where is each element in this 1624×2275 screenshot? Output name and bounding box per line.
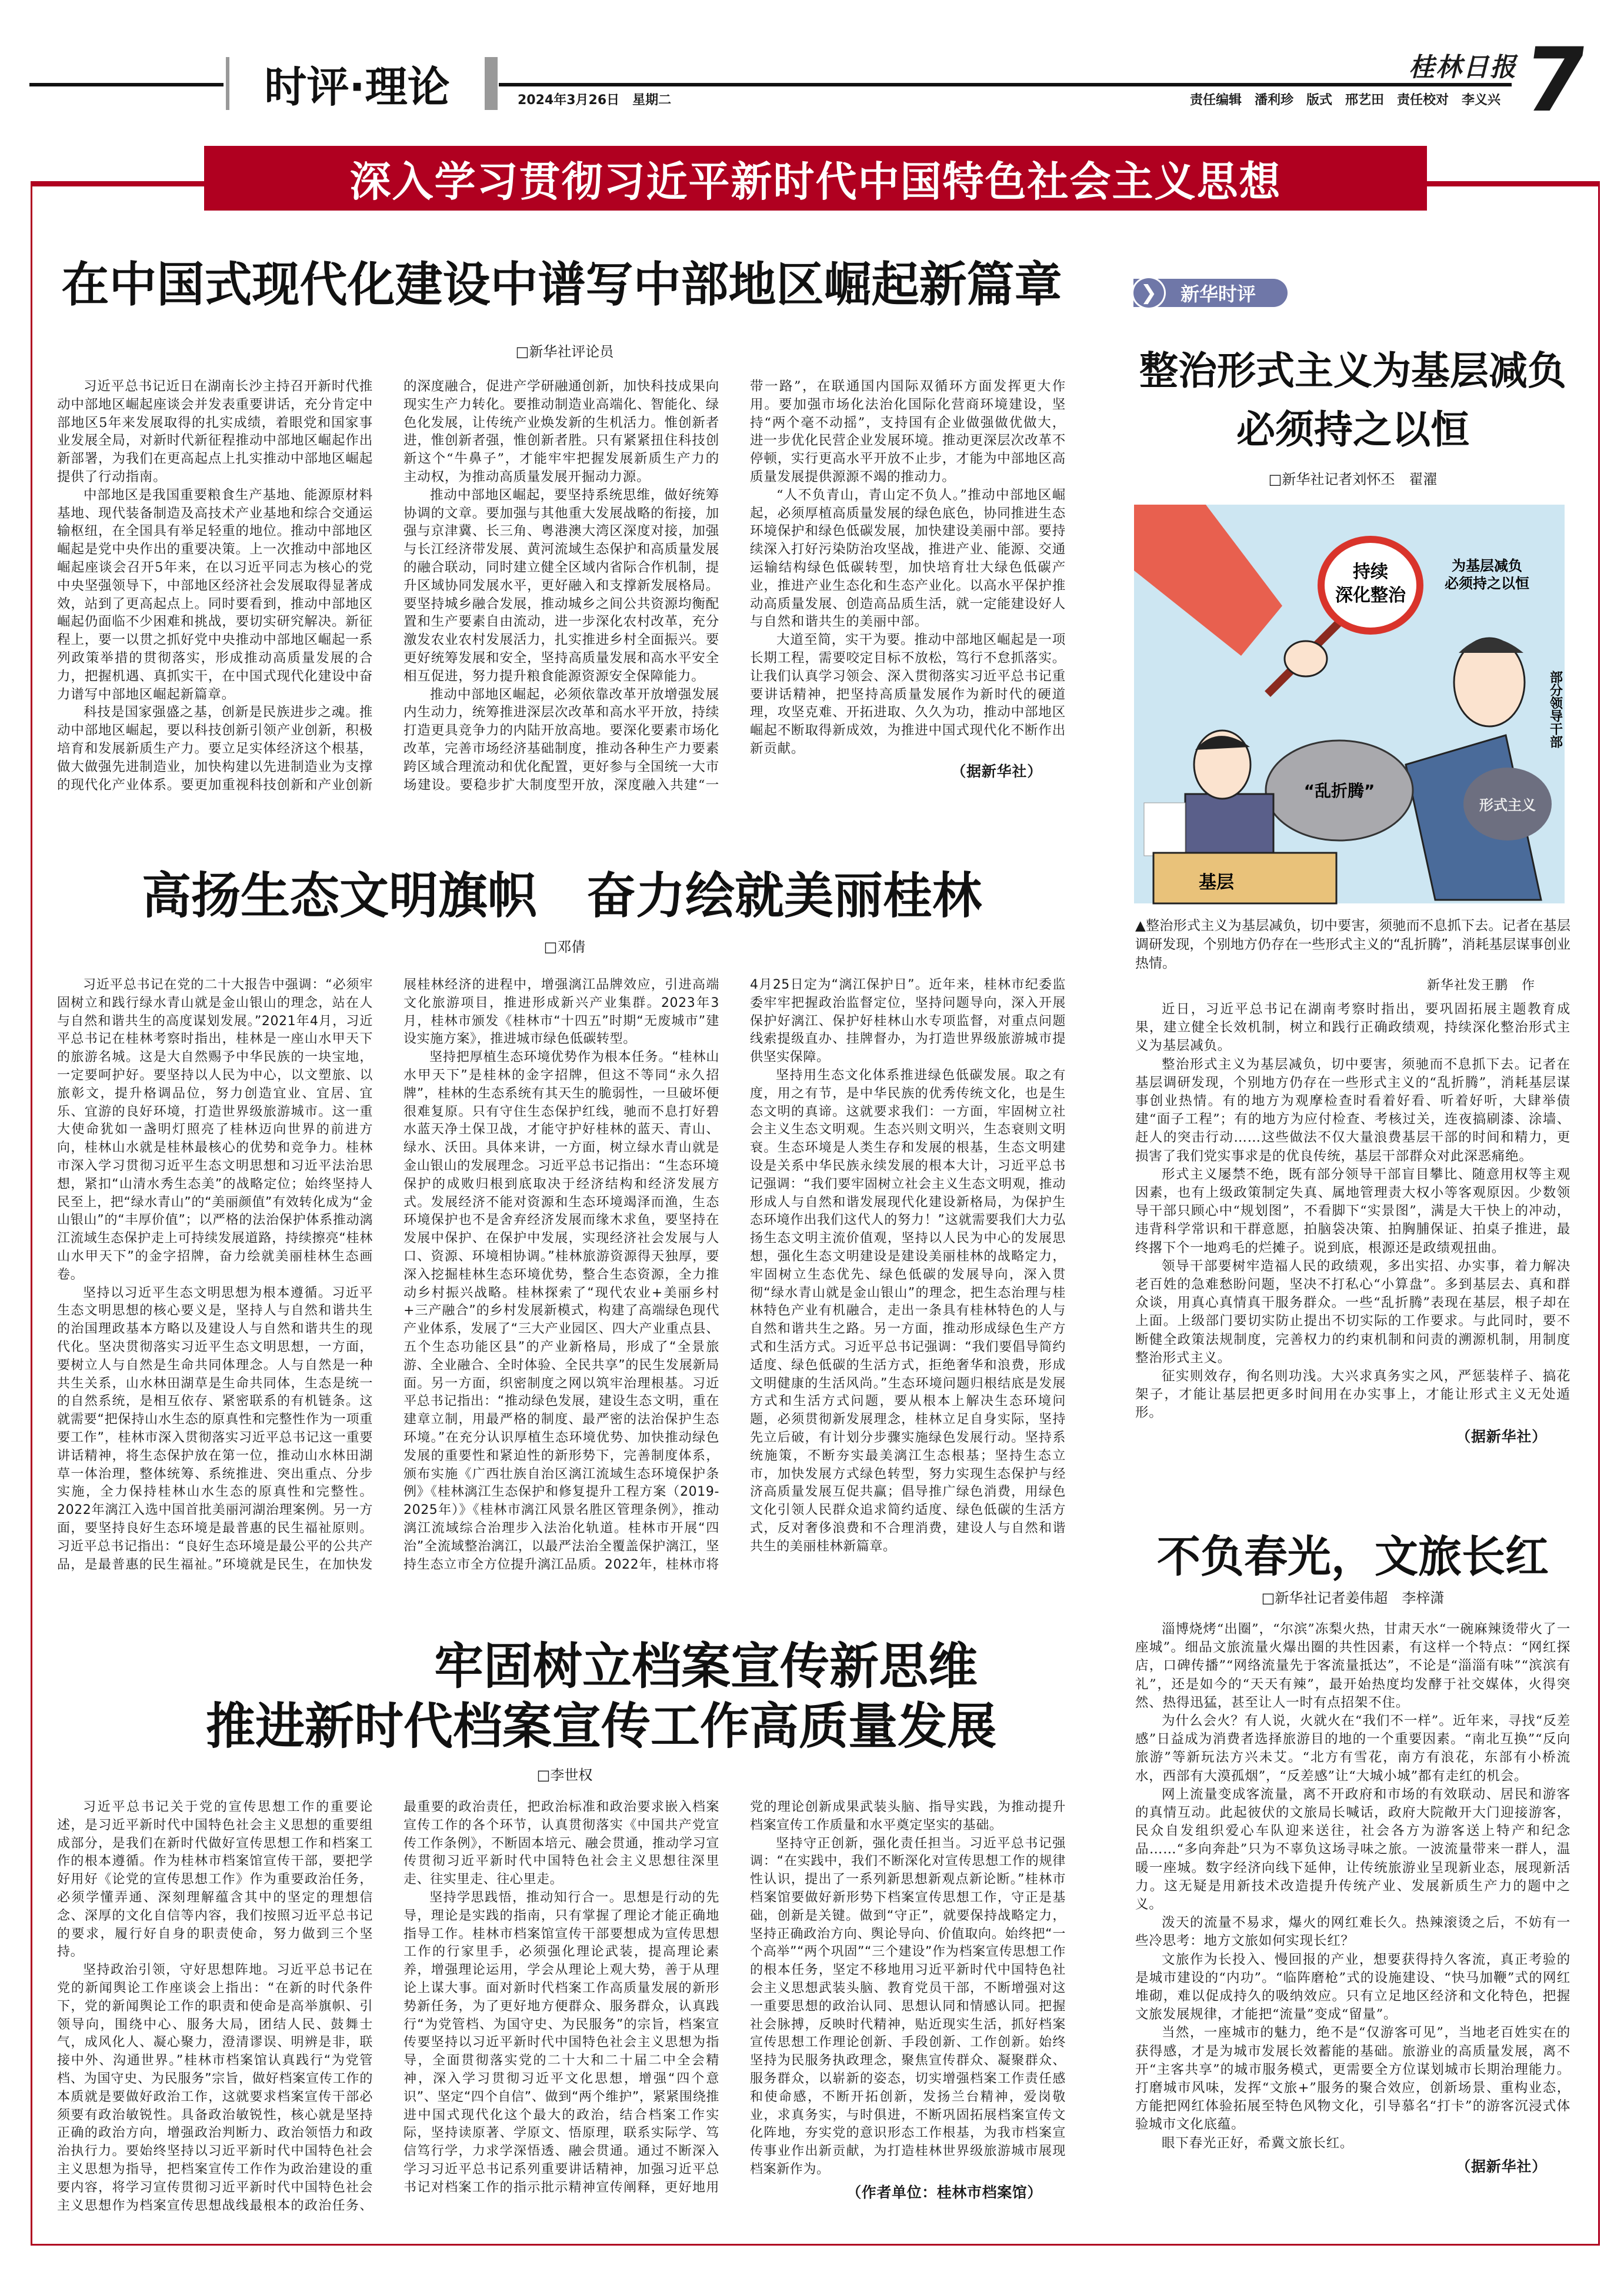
paragraph: 坚持把厚植生态环境优势作为根本任务。“桂林山水甲天下”是桂林的金字招牌，但这不等同“永久招牌”，桂林的生态系统有其天生的脆弱性，一旦破坏便很难复原。只有守住生态保护红线，驰而不息打好碧水蓝天净土保卫战，才能守护好桂林的蓝天、青山、绿水、沃田。具体来讲，一方面，树立绿水青山就是金山银山的发展理念。习近平总书记指出：“生态环境保护的成败归根到底取决于经济结构和经济发展方式。发展经济不能对资源和生态环境竭泽而渔，生态环境保护也不是舍弃经济发展而缘木求鱼，要坚持在发展中保护、在保护中发展，实现经济社会发展与人口、资源、环境相协调。”桂林旅游资源得天独厚，要深入挖掘桂林生态环境优势，整合生态资源，全力推动乡村振兴战略。桂林探索了“现代农业+美丽乡村+三产融合”的乡村发展新模式，构建了高端绿色现代产业体系，发展了“三大产业园区、四大产业重点县、五个生态功能区县”的产业新格局，形成了“全景旅游、全业融合、全时体验、全民共享”的民生发展新局面。另一方面，织密制度之网以筑牢治理根基。习近平总书记指出：“推动绿色发展，建设生态文明，重在建章立制，用最严格的制度、最严密的法治保护生态环境。”在充分认识厚植生态环境优势、加快推动绿色发展的重要性和紧迫性的新形势下，完善制度体系，颁布实施《广西壮族自治区漓江流域生态环境保护条例》《桂林漓江生态保护和修复提升工程方案（2019-2025年）》《桂林市漓江风景名胜区管理条例》，推动漓江流域综合治理步入法治化轨道。桂林市开展“四治”全流域整治漓江，以最严法治全覆盖保护漓江，坚持生态立市全方位提升漓江品质。2022年，桂林市将4月25日定为“漓江保护日”。近年来，桂林市纪委监委牢牢把握政治监督定位，坚持问题导向，深入开展保护好漓江、保护好桂林山水专项监督，对重点问题线索提级直办、挂牌督办，为打造世界级旅游城市提供坚实保障。: [404, 978, 1066, 1572]
right2-headline[interactable]: 不负春光，文旅长红: [1157, 1532, 1549, 1582]
right1-headline-line2[interactable]: 必须持之以恒: [1236, 406, 1469, 452]
editorial-cartoon: [1129, 488, 1600, 912]
cartoon-sign-text-2: 深化整治: [1335, 585, 1406, 606]
paragraph: 整治形式主义为基层减负，切中要害，须驰而不息抓下去。记者在基层调研发现，个别地方仍存在一些形式主义的“乱折腾”，消耗基层谋事创业热情。有的地方为观摩检查时看着好看、听着好听，大肆举债建“面子工程”；有的地方为应付检查、考核过关，连夜搞刷漆、涂墙、赶人的突击行动……这些做法不仅大量浪费基层干部的时间和精力，更损害了我们党实事求是的优良传统，基层干部群众对此深恶痛绝。: [1135, 1056, 1570, 1164]
cartoon-cloud-label: 形式主义: [1479, 797, 1536, 813]
paragraph: 习近平总书记近日在湖南长沙主持召开新时代推动中部地区崛起座谈会并发表重要讲话，充分肯定中部地区5年来发展取得的扎实成绩，着眼党和国家事业发展全局，对新时代新征程推动中部地区崛起作出新部署，为我们在更高起点上扎实推动中部地区崛起提供了行动指南。: [57, 379, 373, 485]
right2-body: [1135, 1620, 1570, 2176]
paragraph: 征实则效存，徇名则功浅。大兴求真务实之风，严惩装样子、搞花架子，才能让基层把更多时间用在办实事上，才能让形式主义无处遁形。: [1135, 1369, 1570, 1421]
cartoon-slogan-1: 为基层减负: [1452, 558, 1522, 574]
section-title: 时评·理论: [226, 57, 498, 110]
right2-source: （据新华社）: [1456, 2157, 1547, 2175]
paragraph: 眼下春光正好，希冀文旅长红。: [1162, 2135, 1354, 2151]
header-rule: [499, 83, 1512, 86]
paragraph: 坚持政治引领，守好思想阵地。习近平总书记在党的新闻舆论工作座谈会上指出：“在新的时代条件下，党的新闻舆论工作的职责和使命是高举旗帜、引领导向，围绕中心、服务大局，团结人民、鼓舞士气，成风化人、凝心聚力，澄清谬误、明辨是非，联接中外、沟通世界。”桂林市档案馆认真践行“为党管档、为国守史、为民服务”宗旨，做好档案宣传工作的本质就是要做好政治工作，这就要求档案宣传干部必须要有政治敏锐性。具备政治敏锐性，核心就是坚持正确的政治方向，增强政治判断力、政治领悟力和政治执行力。要始终坚持以习近平新时代中国特色社会主义思想为指导，把档案宣传工作作为政治建设的重要内容，将学习宣传贯彻习近平新时代中国特色社会主义思想作为档案宣传思想战线最根本的政治任务、最重要的政治责任，把政治标准和政治要求嵌入档案宣传工作的各个环节，认真贯彻落实《中国共产党宣传工作条例》，不断固本培元、融会贯通，推动学习宣传贯彻习近平新时代中国特色社会主义思想往深里走、往实里走、往心里走。: [57, 1800, 719, 2213]
chevron-right-icon: ❯: [1132, 276, 1166, 309]
article3-body: [57, 1799, 1066, 2215]
cartoon-caption-block: [1135, 916, 1570, 1446]
paragraph: 当然，一座城市的魅力，绝不是“仅游客可见”，当地老百姓实在的获得感，才是为城市发展长效蓄能的基础。旅游业的高质量发展，离不开“主客共享”的城市服务模式，更需要全方位谋划城市长期治理能力。打磨城市风味，发挥“文旅+”服务的聚合效应，创新场景、重构业态，方能把网红体验拓展至特色风物文化，引导慕名“打卡”的游客沉浸式体验城市文化底蕴。: [1135, 2025, 1570, 2133]
paragraph: 泼天的流量不易求，爆火的网红难长久。热辣滚烫之后，不妨有一些冷思考：地方文旅如何实现长红？: [1135, 1915, 1570, 1949]
paragraph: 领导干部要树牢造福人民的政绩观，多出实招、办实事，着力解决老百姓的急难愁盼问题，坚决不打私心“小算盘”。多到基层去、真和群众谈，用真心真情真干服务群众。一些“乱折腾”表现在基层，根子却在上面。上级部门要切实防止提出不切实际的工作要求。与此同时，要不断健全政策法规制度，完善权力的约束机制和问责的溯源机制，用制度整治形式主义。: [1135, 1258, 1570, 1366]
cartoon-worker-body: [1185, 794, 1273, 859]
cartoon-sign-text-1: 持续: [1353, 562, 1388, 582]
article3-source: （作者单位：桂林市档案馆）: [846, 2183, 1042, 2201]
right1-byline: □新华社记者刘怀丕 翟濯: [1268, 471, 1438, 488]
paragraph: 形式主义屡禁不绝，既有部分领导干部盲目攀比、随意用权等主观因素，也有上级政策制定失真、属地管理责大权小等客观原因。少数领导干部只顾心中“规划图”，不看脚下“实景图”，满是大干快上的冲动，违背科学常识和干群意愿，拍脑袋决策、拍胸脯保证、拍桌子推进，最终撂下个一地鸡毛的烂摊子。说到底，根源还是政绩观扭曲。: [1135, 1166, 1570, 1256]
article2-body: [57, 976, 1066, 1574]
cartoon-desk: [1153, 853, 1336, 903]
article1-headline[interactable]: 在中国式现代化建设中谱写中部地区崛起新篇章: [61, 257, 1062, 313]
paragraph: “人不负青山，青山定不负人。”推动中部地区崛起，必须厚植高质量发展的绿色底色，协同推进生态环境保护和绿色低碳发展，加快建设美丽中部。要持续深入打好污染防治攻坚战，推进产业、能源、交通运输结构绿色低碳转型，加快培育壮大绿色低碳产业，推进产业生态化和生态产业化。以高水平保护推动高质量发展、创造高品质生活，就一定能建设好人与自然和谐共生的美丽中部。: [750, 487, 1066, 630]
article3-headline-line2[interactable]: 推进新时代档案宣传工作高质量发展: [206, 1697, 997, 1755]
paragraph: 坚持学思践悟，推动知行合一。思想是行动的先导，理论是实践的指南，只有掌握了理论才能正确地指导工作。桂林市档案馆宣传干部要想成为宣传思想工作的行家里手，必须强化理论武装，提高理论素养，增强理论运用，学会从理论上观大势，善于从理论上谋大事。面对新时代档案工作高质量发展的新形势新任务，为了更好地方便群众、服务群众，认真践行“为党管档、为国守史、为民服务”的宗旨，档案宣传要坚持以习近平新时代中国特色社会主义思想为指导，全面贯彻落实党的二十大和二十届二中全会精神，深入学习贯彻习近平文化思想，增强“四个意识”、坚定“四个自信”、做到“两个维护”，紧紧围绕推进中国式现代化这个最大的政治，结合档案工作实际，坚持读原著、学原文、悟原理，联系实际学、笃信笃行学，力求学深悟透、融会贯通。通过不断深入学习习近平总书记系列重要讲话精神，加强习近平总书记对档案工作的指示批示精神宣传阐释，更好地用党的理论创新成果武装头脑、指导实践，为推动提升档案宣传工作质量和水平奠定坚实的基础。: [404, 1800, 1066, 2195]
paragraph: 习近平总书记在党的二十大报告中强调：“必须牢固树立和践行绿水青山就是金山银山的理念，站在人与自然和谐共生的高度谋划发展。”2021年4月，习近平总书记在桂林考察时指出，桂林是一座山水甲天下的旅游名城。这是大自然赐予中华民族的一块宝地，一定要呵护好。要坚持以人民为中心，以文塑旅、以旅彰文，提升格调品位，努力创造宜业、宜居、宜乐、宜游的良好环境，打造世界级旅游城市。这一重大使命犹如一盏明灯照亮了桂林迈向世界的前进方向，桂林山水就是桂林最核心的优势和竞争力。桂林市深入学习贯彻习近平生态文明思想和习近平法治思想，紧扣“山清水秀生态美”的战略定位；始终坚持人民至上，把“绿水青山”的“美丽颜值”有效转化成为“金山银山”的“丰厚价值”；以严格的法治保护体系推动漓江流域生态保护走上可持续发展道路，持续擦亮“桂林山水甲天下”的金字招牌，奋力绘就美丽桂林生态画卷。: [57, 978, 373, 1282]
paragraph: 淄博烧烤“出圈”，“尔滨”冻梨火热，甘肃天水“一碗麻辣烫带火了一座城”。细品文旅流量火爆出圈的共性因素，有这样一个特点：“网红探店，口碑传播”“网络流量先于客流量抵达”，不论是“淄淄有味”“滨滨有礼”，还是如今的“天天有辣”，最开始热度均发酵于社交媒体，火得突然、热得迅猛，甚至让人一时有点招架不住。: [1135, 1622, 1570, 1710]
xinhua-commentary-tag: 新华时评: [1133, 279, 1288, 307]
cartoon-slogan-2: 必须持之以恒: [1445, 575, 1529, 592]
right2-byline: □新华社记者姜伟超 李梓潇: [1261, 1590, 1445, 1606]
page-number: 7: [1517, 29, 1593, 132]
right1-headline-line1[interactable]: 整治形式主义为基层减负: [1139, 348, 1566, 393]
cartoon-caption: ▲整治形式主义为基层减负，切中要害，须驰而不息抓下去。记者在基层调研发现，个别地方仍存在一些形式主义的“乱折腾”，消耗基层谋事创业热情。: [1135, 918, 1570, 971]
right1-body: [1135, 1000, 1570, 1446]
header-rule-left: [29, 83, 224, 86]
article1-byline: □新华社评论员: [515, 343, 614, 360]
right1-source: （据新华社）: [1456, 1427, 1547, 1445]
issue-date: 2024年3月26日 星期二: [518, 93, 672, 108]
paragraph: 习近平总书记关于党的宣传思想工作的重要论述，是习近平新时代中国特色社会主义思想的重要组成部分，是我们在新时代做好宣传思想工作和档案工作的根本遵循。作为桂林市档案馆宣传干部，要把学好用好《论党的宣传思想工作》作为重要政治任务，必须学懂弄通、深刻理解蕴含其中的坚定的理想信念、深厚的文化自信等内容，我们按照习近平总书记的要求，履行好自身的职责使命，努力做到三个坚持。: [57, 1800, 373, 1960]
article1-body: [57, 378, 1066, 794]
paragraph: 文旅作为长投入、慢回报的产业，想要获得持久客流，真正考验的是城市建设的“内功”。“临阵磨枪”式的设施建设、“快马加鞭”式的网红堆砌，难以促成持久的吸纳效应。只有立足地区经济和文化特色，把握文旅发展规律，才能把“流量”变成“留量”。: [1135, 1952, 1570, 2023]
paragraph: 坚持用生态文化体系推进绿色低碳发展。取之有度，用之有节，是中华民族的优秀传统文化，也是生态文明的真谛。这就要求我们：一方面，牢固树立社会主义生态文明观。生态兴则文明兴，生态衰则文明衰。生态环境是人类生存和发展的根基，生态文明建设是关系中华民族永续发展的根本大计，习近平总书记强调：“我们要牢固树立社会主义生态文明观，推动形成人与自然和谐发展现代化建设新格局，为保护生态环境作出我们这代人的努力！”这就需要我们大力弘扬生态文明主流价值观，坚持以人民为中心的发展思想，强化生态文明建设是建设美丽桂林的战略定力，牢固树立生态优先、绿色低碳的发展导向，深入贯彻“绿水青山就是金山银山”的理念，把生态治理与桂林特色产业有机融合，走出一条具有桂林特色的人与自然和谐共生之路。另一方面，推动形成绿色生产方式和生活方式。习近平总书记强调：“我们要倡导简约适度、绿色低碳的生活方式，拒绝奢华和浪费，形成文明健康的生活风尚。”生态环境问题归根结底是发展方式和生活方式问题，要从根本上解决生态环境问题，必须贯彻新发展理念，桂林立足自身实际，坚持先立后破，有计划分步骤实施绿色发展行动。坚持系统施策，不断夯实最美漓江生态根基；坚持生态立市，加快发展方式绿色转型，努力实现生态保护与经济高质量发展互促共赢；倡导推广绿色消费，用绿色文化引领人民群众追求简约适度、绿色低碳的生活方式，反对奢侈浪费和不合理消费，建设人与自然和谐共生的美丽桂林新篇章。: [750, 1068, 1066, 1554]
paragraph: 为什么会火？有人说，火就火在“我们不一样”。近年来，寻找“反差感”日益成为消费者选择旅游目的地的一个重要因素。“南北互换”“反向旅游”等新玩法方兴未艾。“北方有雪花，南方有浪花，东部有小桥流水，西部有大漠孤烟”，“反差感”让“大城小城”都有走红的机会。: [1135, 1713, 1570, 1784]
paragraph: 大道至简，实干为要。推动中部地区崛起是一项长期工程，需要咬定目标不放松，笃行不怠抓落实。让我们认真学习领会、深入贯彻落实习近平总书记重要讲话精神，把坚持高质量发展作为新时代的硬道理，攻坚克难、开拓进取、久久为功，推动中部地区崛起不断取得新成效，为推进中国式现代化不断作出新贡献。: [750, 632, 1066, 756]
paragraph: 网上流量变成客流量，离不开政府和市场的有效联动、居民和游客的真情互动。此起彼伏的文旅局长喊话，政府大院敞开大门迎接游客，民众自发组织爱心车队迎来送往，社会各方为游客送上特产和纪念品……“多向奔赴”只为不辜负这场寻味之旅。一波流量带来一群人，温暖一座城。数字经济向线下延伸，让传统旅游业呈现新业态，展现新活力。这无疑是用新技术改造提升传统产业、发展新质生产力的题中之义。: [1135, 1786, 1570, 1913]
newspaper-logo: 桂林日报: [1409, 52, 1517, 82]
article3-headline-line1[interactable]: 牢固树立档案宣传新思维: [433, 1637, 978, 1695]
article2-byline: □邓倩: [543, 939, 586, 955]
paragraph: 坚持以习近平生态文明思想为根本遵循。习近平生态文明思想的核心要义是，坚持人与自然和谐共生的治国理政基本方略以及建设人与自然和谐共生的现代化。坚决贯彻落实习近平生态文明思想，一方面，要树立人与自然是生命共同体理念。人与自然是一种共生关系，山水林田湖草是生命共同体，生态是统一的自然系统，是相互依存、紧密联系的有机链条。这就需要“把保持山水生态的原真性和完整性作为一项重要工作”，桂林市深入贯彻落实习近平总书记这一重要讲话精神，将生态保护放在第一位，推动山水林田湖草一体治理，整体统筹、系统推进、突出重点、分步实施，全力保持桂林山水生态的原真性和完整性。2022年漓江入选中国首批美丽河湖治理案例。另一方面，要坚持良好生态环境是最普惠的民生福祉原则。习近平总书记指出：“良好生态环境是最公平的公共产品，是最普惠的民生福祉。”环境就是民生，在加快发展桂林经济的进程中，增强漓江品牌效应，引进高端文化旅游项目，推进形成新兴产业集群。2023年3月，桂林市颁发《桂林市“十四五”时期“无废城市”建设实施方案》，推进城市绿色低碳转型。: [57, 978, 719, 1572]
theme-banner: 深入学习贯彻习近平新时代中国特色社会主义思想: [204, 146, 1427, 211]
article3-byline: □李世权: [536, 1767, 593, 1783]
cartoon-credit: 新华社发王鹏 作: [1426, 978, 1535, 993]
cartoon-desk-label: 基层: [1199, 872, 1234, 893]
cartoon-sack-label: “乱折腾”: [1303, 781, 1375, 800]
cartoon-leader-label: 部分领导干部: [1548, 671, 1563, 748]
article2-headline[interactable]: 高扬生态文明旗帜 奋力绘就美丽桂林: [141, 866, 982, 925]
editors-credit: 责任编辑 潘利珍 版式 邢艺田 责任校对 李义兴: [1189, 93, 1500, 108]
cartoon-paper-stack: [1144, 803, 1185, 856]
paragraph: 科技是国家强盛之基，创新是民族进步之魂。推动中部地区崛起，要以科技创新引领产业创新，积极培育和发展新质生产力。要立足实体经济这个根基，做大做强先进制造业，加快构建以先进制造业为支撑的现代化产业体系。要更加重视科技创新和产业创新的深度融合，促进产学研融通创新，加快科技成果向现实生产力转化。要推动制造业高端化、智能化、绿色化发展，让传统产业焕发新的生机活力。惟创新者进，惟创新者强，惟创新者胜。只有紧紧扭住科技创新这个“牛鼻子”，才能牢牢把握发展新质生产力的主动权，为推动高质量发展开掘动力源。: [57, 379, 719, 793]
cartoon-hand: [1285, 641, 1327, 676]
paragraph: 近日，习近平总书记在湖南考察时指出，要巩固拓展主题教育成果，建立健全长效机制，树立和践行正确政绩观，持续深化整治形式主义为基层减负。: [1135, 1002, 1570, 1054]
article1-source: （据新华社）: [951, 762, 1042, 780]
paragraph: 中部地区是我国重要粮食生产基地、能源原材料基地、现代装备制造及高技术产业基地和综合交通运输枢纽，在全国具有举足轻重的地位。推动中部地区崛起是党中央作出的重要决策。上一次推动中部地区崛起座谈会召开5年来，在以习近平同志为核心的党中央坚强领导下，中部地区经济社会发展取得显著成效，站到了更高起点上。同时要看到，推动中部地区崛起仍面临不少困难和挑战，要切实研究解决。新征程上，要一以贯之抓好党中央推动中部地区崛起一系列政策举措的贯彻落实，形成推动高质量发展的合力，把握机遇、真抓实干，在中国式现代化建设中奋力谱写中部地区崛起新篇章。: [57, 487, 373, 702]
paragraph: 推动中部地区崛起，要坚持系统思维，做好统筹协调的文章。要加强与其他重大发展战略的衔接，加强与京津冀、长三角、粤港澳大湾区深度对接，加强与长江经济带发展、黄河流域生态保护和高质量发展的融合联动，同时建立健全区域内省际合作机制，提升区域协同发展水平，更好融入和支撑新发展格局。要坚持城乡融合发展，推动城乡之间公共资源均衡配置和生产要素自由流动，进一步深化农村改革，充分激发农业农村发展活力，扎实推进乡村全面振兴。要更好统筹发展和安全，坚持高质量发展和高水平安全相互促进，努力提升粮食能源资源安全保障能力。: [404, 487, 719, 684]
paragraph: 推动中部地区崛起，必须依靠改革开放增强发展内生动力，统筹推进深层次改革和高水平开放，持续打造更具竞争力的内陆开放高地。要深化要素市场化改革，完善市场经济基础制度，推动各种生产力要素跨区域合理流动和优化配置，更好参与全国统一大市场建设。要稳步扩大制度型开放，深度融入共建“一带一路”，在联通国内国际双循环方面发挥更大作用。要加强市场化法治化国际化营商环境建设，坚持“两个毫不动摇”，支持国有企业做强做优做大，进一步优化民营企业发展环境。推动更深层次改革不停顿，实行更高水平开放不止步，才能为中部地区高质量发展提供源源不竭的推动力。: [404, 379, 1066, 793]
paragraph: 坚持守正创新，强化责任担当。习近平总书记强调：“在实践中，我们不断深化对宣传思想工作的规律性认识，提出了一系列新思想新观点新论断。”桂林市档案馆要做好新形势下档案宣传思想工作，守正是基础，创新是关键。做到“守正”，就要保持战略定力，坚持正确政治方向、舆论导向、价值取向。始终把“一个高举”“两个巩固”“三个建设”作为档案宣传思想工作的根本任务，坚定不移地用习近平新时代中国特色社会主义思想武装头脑、教育党员干部，不断增强对这一重要思想的政治认同、思想认同和情感认同。把握社会脉搏，反映时代精神，贴近现实生活，抓好档案宣传思想工作理论创新、手段创新、工作创新。始终坚持为民服务执政理念，聚焦宣传群众、凝聚群众、服务群众，以崭新的姿态，切实增强档案工作责任感和使命感，不断开拓创新，发扬兰台精神，爱岗敬业，求真务实，与时俱进，不断巩固拓展档案宣传文化阵地，夯实党的意识形态工作根基，为我市档案宣传事业作出新贡献，为打造桂林世界级旅游城市展现档案新作为。: [750, 1836, 1066, 2177]
